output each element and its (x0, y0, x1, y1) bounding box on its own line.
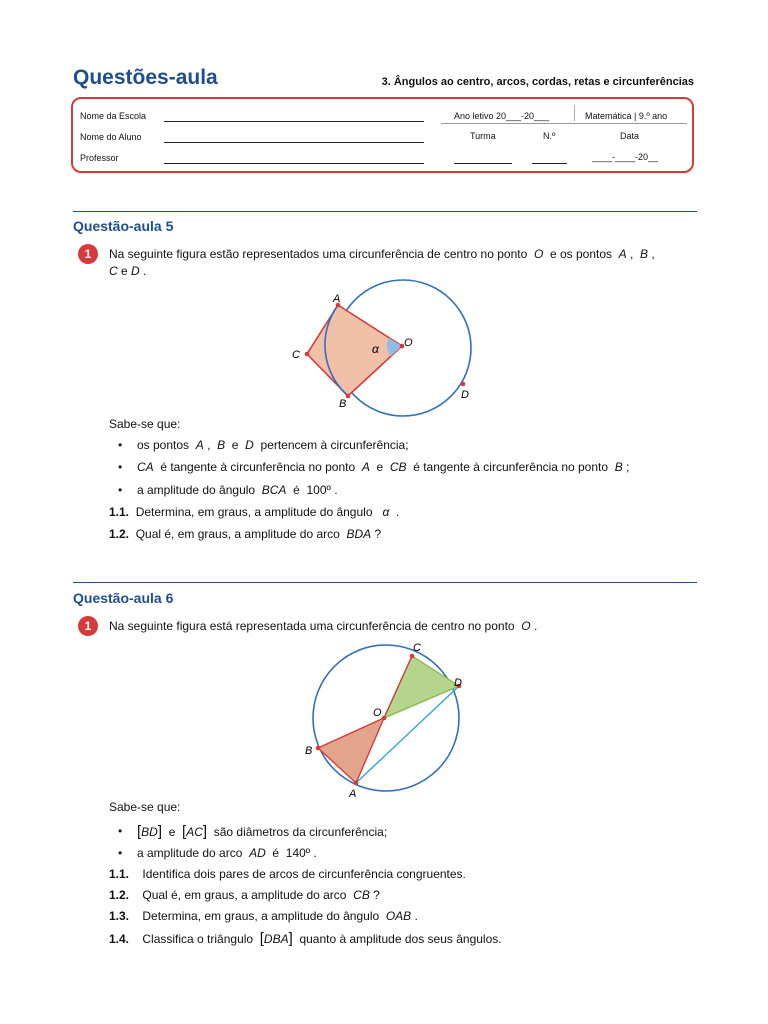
bullet: • (118, 824, 123, 838)
bullet: • (118, 438, 123, 452)
q5-intro: Na seguinte figura estão representados uma circunferência de centro no ponto O e os pontos A , B , (109, 247, 655, 261)
divider (441, 123, 687, 124)
section-divider (73, 211, 697, 212)
school-year-label: Ano letivo 20___-20___ (454, 111, 550, 121)
q5-fact-3: a amplitude do ângulo BCA é 100º . (137, 483, 338, 497)
number-label: N.º (543, 131, 556, 141)
point-D (461, 382, 466, 387)
q6-fact-1: [BD] e [AC] são diâmetros da circunferência; (137, 823, 388, 840)
student-label: Nome do Aluno (80, 132, 142, 142)
teacher-field[interactable] (164, 163, 424, 164)
label-B: B (305, 745, 313, 757)
q5-question-2: 1.2. Qual é, em graus, a amplitude do arco BDA ? (109, 527, 382, 541)
date-field[interactable]: ____-____-20__ (592, 152, 659, 162)
q6-fact-2: a amplitude do arco AD é 140º . (137, 846, 317, 860)
question-badge: 1 (78, 616, 98, 636)
section-heading-q6: Questão-aula 6 (73, 590, 174, 606)
class-label: Turma (470, 131, 496, 141)
question-badge: 1 (78, 244, 98, 264)
label-alpha: α (372, 342, 379, 356)
teacher-label: Professor (80, 153, 119, 163)
student-info-box (71, 97, 694, 173)
q6-question-1: 1.1. Identifica dois pares de arcos de circunferência congruentes. (109, 867, 466, 881)
q6-figure (300, 638, 475, 800)
q5-known: Sabe-se que: (109, 417, 181, 431)
label-B: B (339, 398, 347, 410)
section-heading-q5: Questão-aula 5 (73, 218, 174, 234)
label-O: O (404, 337, 413, 349)
q5-question-1: 1.1. Determina, em graus, a amplitude do ângulo α . (109, 505, 400, 519)
school-field[interactable] (164, 121, 424, 122)
label-A: A (349, 788, 357, 800)
label-A: A (333, 293, 341, 305)
divider (574, 105, 575, 121)
student-field[interactable] (164, 142, 424, 143)
triangle-COD (384, 656, 459, 718)
q6-question-4: 1.4. Classifica o triângulo [DBA] quanto à amplitude dos seus ângulos. (109, 930, 502, 947)
bullet: • (118, 460, 123, 474)
point-C (410, 654, 415, 659)
bullet: • (118, 483, 123, 497)
label-C: C (413, 642, 421, 654)
subject-label: Matemática | 9.º ano (585, 111, 668, 121)
label-D: D (454, 677, 462, 689)
point-B (346, 394, 351, 399)
label-C: C (292, 349, 300, 361)
point-B (316, 746, 321, 751)
class-field[interactable] (454, 163, 512, 164)
date-label: Data (620, 131, 640, 141)
triangle-BOA (318, 718, 384, 783)
q6-question-2: 1.2. Qual é, em graus, a amplitude do arco CB ? (109, 888, 380, 902)
q6-intro: Na seguinte figura está representada uma circunferência de centro no ponto O . (109, 619, 538, 633)
q5-fact-1: os pontos A , B e D pertencem à circunferência; (137, 438, 409, 452)
q5-fact-2: CA é tangente à circunferência no ponto A e CB é tangente à circunferência no ponto B ; (137, 460, 630, 474)
q5-figure (285, 278, 495, 418)
school-label: Nome da Escola (80, 111, 147, 121)
q6-known: Sabe-se que: (109, 800, 181, 814)
section-divider (73, 582, 697, 583)
bullet: • (118, 846, 123, 860)
point-O (382, 716, 387, 721)
q6-question-3: 1.3. Determina, em graus, a amplitude do ângulo OAB . (109, 909, 418, 923)
label-D: D (461, 389, 469, 401)
label-O: O (373, 707, 382, 719)
number-field[interactable] (532, 163, 567, 164)
point-C (305, 352, 310, 357)
point-A (354, 781, 359, 786)
page-subtitle: 3. Ângulos ao centro, arcos, cordas, retas e circunferências (381, 76, 694, 88)
q5-intro-cont: C e D . (109, 264, 147, 278)
page-title: Questões-aula (73, 66, 218, 89)
